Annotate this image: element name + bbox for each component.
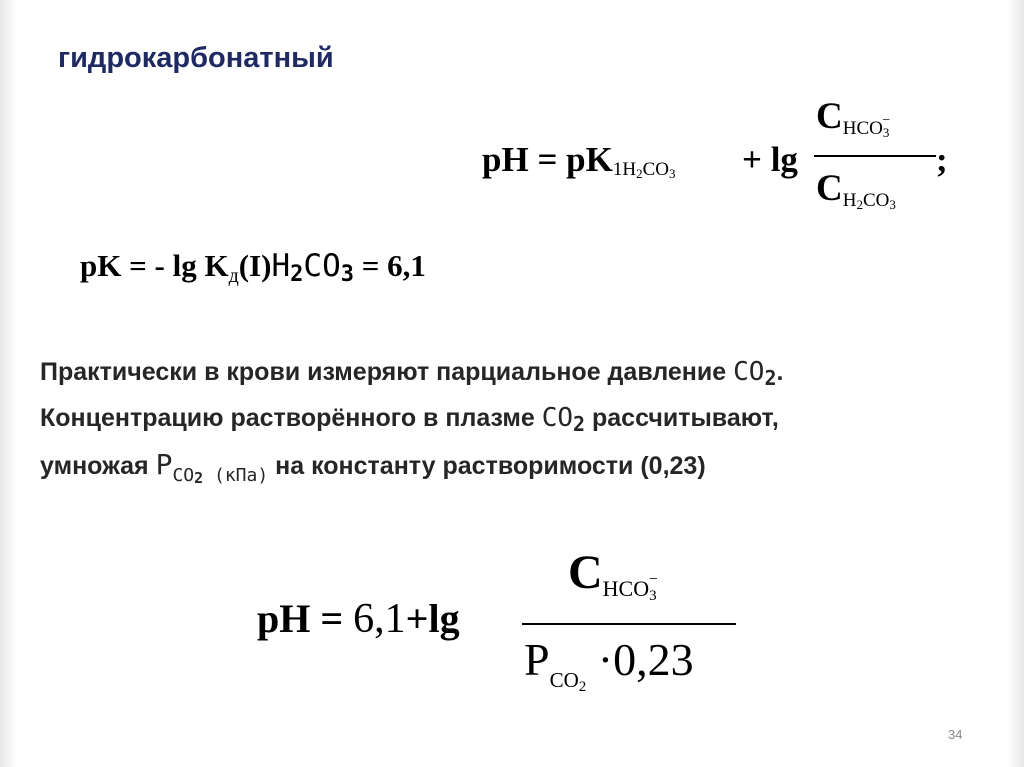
formula2-den-subscript bbox=[549, 668, 587, 695]
formula1-lg: + lg bbox=[742, 140, 798, 179]
formula1-num-index: 3 bbox=[882, 125, 890, 140]
formula2-fraction-bar bbox=[522, 623, 736, 625]
formula1-den-co: CO bbox=[862, 190, 890, 211]
line3-sub-unit: (кПа) bbox=[203, 465, 269, 486]
pk-kd-subscript: д bbox=[228, 265, 239, 287]
page-number: 34 bbox=[948, 727, 963, 742]
line2-co2 bbox=[541, 403, 586, 436]
paragraph-line-3 bbox=[40, 442, 1000, 492]
formula2-ph: pH bbox=[257, 596, 311, 641]
formula2-equals: = bbox=[310, 596, 354, 641]
formula1-numerator bbox=[816, 95, 936, 138]
line1-text: Практически в крови измеряют парциальное давление bbox=[40, 358, 734, 386]
line1-co: CO bbox=[733, 357, 765, 387]
line3-end: на константу растворимости (0,23) bbox=[268, 452, 706, 480]
formula2-den-index: 2 bbox=[578, 679, 587, 695]
formula1-den-subscript bbox=[843, 190, 896, 211]
formula1-sub-3: CO bbox=[642, 159, 669, 180]
line2-text: Концентрацию растворённого в плазме bbox=[40, 404, 542, 432]
formula1-den-c: C bbox=[816, 168, 843, 209]
formula1-pk-subscript bbox=[613, 159, 676, 180]
line2-co: CO bbox=[541, 403, 573, 433]
formula1-sub-1: 1H bbox=[612, 159, 637, 180]
formula1-num-subscript bbox=[842, 113, 898, 140]
formula2-value: 6,1 bbox=[353, 596, 406, 642]
pk-h-index: 2 bbox=[290, 262, 304, 287]
formula2-num-hco: HCO bbox=[602, 576, 650, 601]
line3-p: P bbox=[155, 448, 173, 481]
formula1-den-h-index: 2 bbox=[856, 197, 863, 212]
pk-equation-value: = 6,1 bbox=[353, 248, 426, 283]
pk-h: H bbox=[271, 248, 291, 284]
pk-co-index: 3 bbox=[340, 262, 354, 287]
line1-end: . bbox=[776, 358, 784, 386]
formula1-lhs bbox=[482, 140, 675, 180]
line2-co-index: 2 bbox=[573, 412, 586, 436]
formula2-num-c: C bbox=[568, 546, 603, 599]
paragraph-line-1 bbox=[40, 350, 1000, 396]
formula2-numerator bbox=[568, 545, 666, 604]
line1-co2 bbox=[733, 357, 777, 390]
formula1-den-h: H bbox=[842, 190, 857, 211]
paragraph-line-2 bbox=[40, 396, 1000, 442]
line3-p-subscript bbox=[172, 465, 268, 486]
pk-equation bbox=[80, 248, 426, 287]
formula1-fraction-bar bbox=[814, 155, 936, 157]
line3-sub-co: CO bbox=[172, 465, 195, 486]
formula1-num-charge: − bbox=[882, 113, 891, 128]
line3-pco2 bbox=[155, 448, 269, 487]
line1-co-index: 2 bbox=[764, 366, 777, 390]
formula1-sub-4: 3 bbox=[668, 166, 676, 181]
formula2-num-subscript bbox=[602, 571, 666, 604]
formula1-den-co-index: 3 bbox=[889, 197, 896, 212]
formula2-den-p: P bbox=[524, 634, 550, 685]
pk-equation-start: pK = - lg K bbox=[80, 248, 229, 283]
formula1-semicolon: ; bbox=[936, 140, 948, 179]
formula1-sub-2: 2 bbox=[636, 166, 643, 181]
formula2-den-factor: ·0,23 bbox=[586, 634, 694, 685]
explanation-paragraph bbox=[40, 350, 1000, 492]
formula1-ph-pk: pH = pK bbox=[482, 140, 613, 179]
formula2-num-charge: − bbox=[648, 571, 658, 588]
formula2-den-co: CO bbox=[549, 668, 579, 692]
line2-end: рассчитывают, bbox=[585, 404, 779, 432]
formula2-plus: + bbox=[405, 596, 429, 641]
pk-h2co3 bbox=[271, 248, 354, 287]
formula2-lg: lg bbox=[428, 596, 460, 641]
formula1-num-hco: HCO bbox=[842, 118, 883, 139]
formula2-lhs bbox=[257, 595, 460, 643]
slide-title: гидрокарбонатный bbox=[58, 42, 334, 74]
pk-co: CO bbox=[303, 248, 341, 284]
formula1-num-c: C bbox=[816, 96, 843, 137]
line3-text: умножая bbox=[40, 452, 156, 480]
formula2-num-index: 3 bbox=[649, 588, 657, 604]
formula1-denominator bbox=[816, 167, 936, 210]
pk-equation-roman: (I) bbox=[238, 248, 272, 283]
line3-sub-index: 2 bbox=[194, 469, 204, 487]
formula2-denominator bbox=[524, 633, 694, 695]
